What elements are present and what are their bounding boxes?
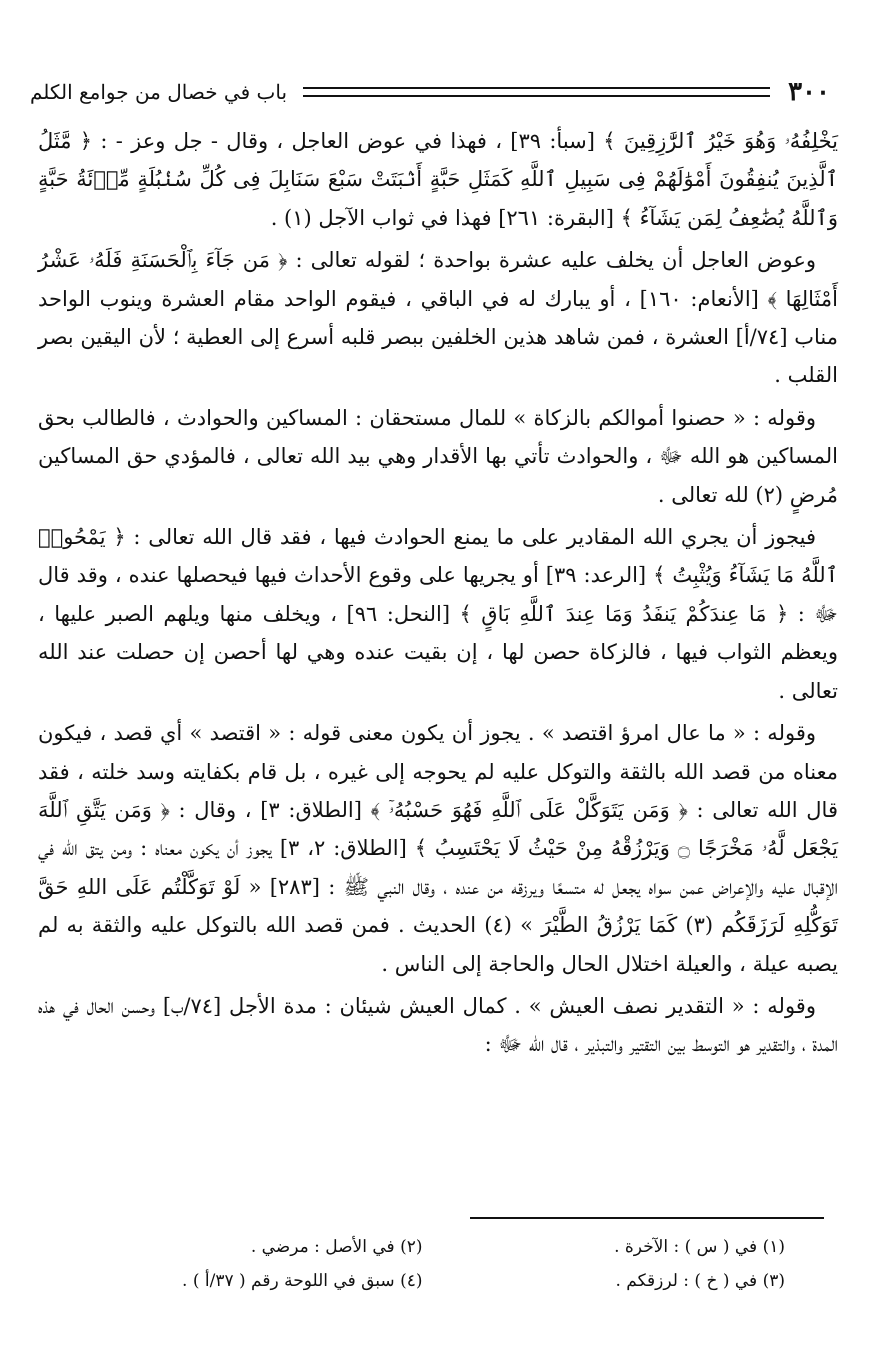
paragraph-2: وعوض العاجل أن يخلف عليه عشرة بواحدة ؛ لقوله تعالى : ﴿ مَن جَآءَ بِٱلْحَسَنَةِ فَلَهُۥ عَشْرُ أَمْثَالِهَا ﴾ [الأنعام: ١٦٠] ، أو يبارك له في الباقي ، فيقوم الواحد مقام العشرة وينوب الواحد مناب [٧٤/أ] العشرة ، فمن شاهد هذين الخلفين ببصر قلبه أسرع إلى العطية ؛ لأن اليقين بصر القلب . xyxy=(38,248,838,388)
body-text xyxy=(38,122,838,1064)
paragraph-3: وقوله : « حصنوا أموالكم بالزكاة » للمال مستحقان : المساكين والحوادث ، فالطالب بحق المساكين هو الله ﷻ ، والحوادث تأتي بها الأقدار وهي بيد الله تعالى ، فالمؤدي حق المساكين مُرضٍ (٢) لله تعالى . xyxy=(38,405,838,507)
page-number: ٣٠٠ xyxy=(788,77,830,107)
paragraph-1: يَخْلِفُهُۥ وَهُوَ خَيْرُ ٱلرَّٰزِقِينَ ﴾ [سبأ: ٣٩] ، فهذا في عوض العاجل ، وقال - جل وعز - : ﴿ مَّثَلُ ٱلَّذِينَ يُنفِقُونَ أَمْوَٰلَهُمْ فِى سَبِيلِ ٱللَّهِ كَمَثَلِ حَبَّةٍ أَنۢبَتَتْ سَبْعَ سَنَابِلَ فِى كُلِّ سُنۢبُلَةٍ مِّا۟ئَةُ حَبَّةٍ وَٱللَّهُ يُضَٰعِفُ لِمَن يَشَآءُ ﴾ [البقرة: ٢٦١] فهذا في ثواب الآجل (١) . xyxy=(38,129,839,230)
header-rule xyxy=(303,87,770,97)
page-header xyxy=(30,74,830,110)
paragraph-6: وقوله : « التقدير نصف العيش » . كمال العيش شيئان : مدة الأجل [٧٤/ب] وحسن الحال في هذه المدة ، والتقدير هو التوسط بين التقتير والتبذير ، قال الله ﷻ : xyxy=(38,993,838,1057)
footnote-2: (٢) في الأصل : مرضي . xyxy=(250,1237,423,1257)
footnote-1: (١) في ( س ) : الآخرة . xyxy=(614,1237,785,1257)
footnote-3: (٣) في ( خ ) : لرزقكم . xyxy=(615,1271,785,1291)
paragraph-5: وقوله : « ما عال امرؤ اقتصد » . يجوز أن يكون معنى قوله : « اقتصد » أي قصد ، فيكون معناه من قصد الله بالثقة والتوكل عليه لم يحوجه إلى غيره ، بل قام بكفايته وسد خلته ، فقد قال الله تعالى : ﴿ وَمَن يَتَوَكَّلْ عَلَى ٱللَّهِ فَهُوَ حَسْبُهُۥٓ ﴾ [الطلاق: ٣] ، وقال : ﴿ وَمَن يَتَّقِ ٱللَّهَ يَجْعَل لَّهُۥ مَخْرَجًا ۝ وَيَرْزُقْهُ مِنْ حَيْثُ لَا يَحْتَسِبُ ﴾ [الطلاق: ٢، ٣] يجوز أن يكون معناه : ومن يتق الله في الإقبال عليه والإعراض عمن سواه يجعل له متسعًا ويرزقه من عنده ، وقال النبي ﷺ : [٢٨٣] « لَوْ تَوَكَّلْتُم عَلَى اللهِ حَقَّ تَوَكُّلِهِ لَرَزَقَكُم (٣) كَمَا يَرْزُقُ الطَّيْرَ » (٤) الحديث . فمن قصد الله بالتوكل عليه والثقة به لم يصبه عيلة ، والعيلة اختلال الحال والحاجة إلى الناس . xyxy=(38,721,838,976)
footnote-separator xyxy=(470,1217,824,1219)
footnotes xyxy=(60,1230,785,1298)
running-title: باب في خصال من جوامع الكلم xyxy=(30,80,288,104)
paragraph-4: فيجوز أن يجري الله المقادير على ما يمنع الحوادث فيها ، فقد قال الله تعالى : ﴿ يَمْحُوا۟ ٱللَّهُ مَا يَشَآءُ وَيُثْبِتُ ﴾ [الرعد: ٣٩] أو يجريها على وقوع الأحداث فيها فيحصلها عنده ، وقد قال ﷻ : ﴿ مَا عِندَكُمْ يَنفَدُ وَمَا عِندَ ٱللَّهِ بَاقٍ ﴾ [النحل: ٩٦] ، ويخلف منها ويلهم الصبر عليها ، ويعظم الثواب فيها ، فالزكاة حصن لها ، إن بقيت عنده وهي لها أحصن إن حصلت عند الله تعالى . xyxy=(38,525,838,703)
footnote-4: (٤) سبق في اللوحة رقم ( ٣٧/أ ) . xyxy=(182,1271,423,1291)
